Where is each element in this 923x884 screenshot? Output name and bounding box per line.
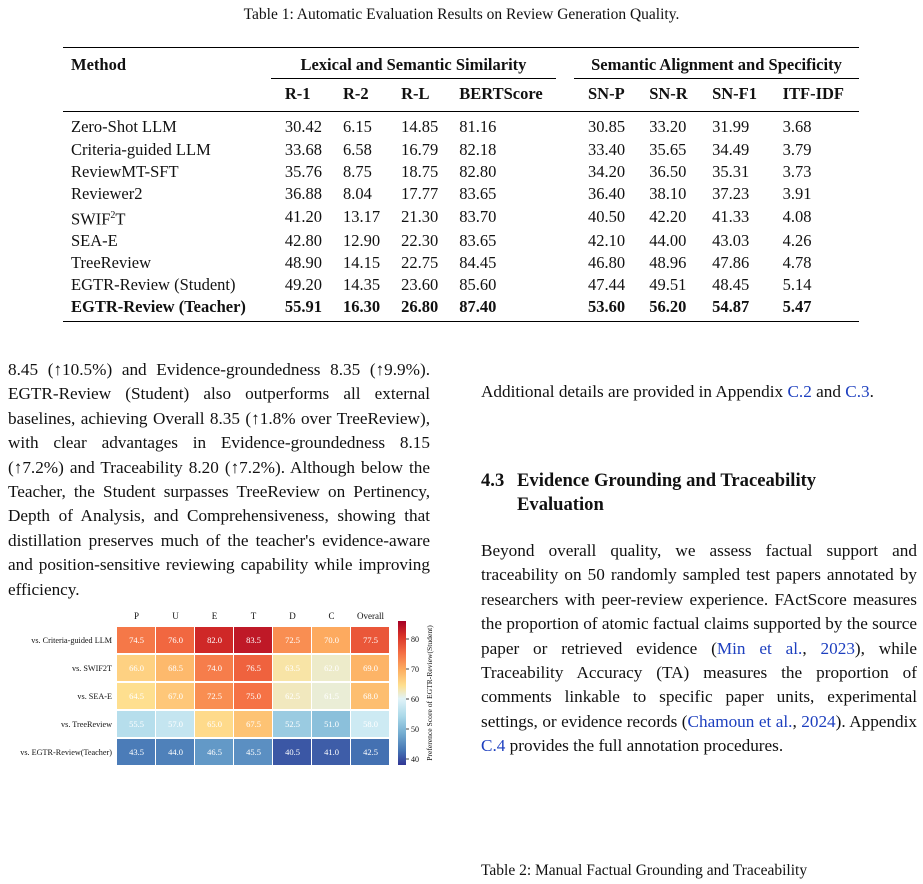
heatmap-cell-value: 74.5	[129, 635, 144, 645]
heatmap-cell-value: 65.0	[207, 719, 222, 729]
heatmap-cell-value: 61.5	[324, 691, 339, 701]
value-cell: 48.90	[284, 253, 323, 272]
value-cell: 42.20	[649, 207, 687, 227]
value-cell: 16.30	[329, 296, 387, 322]
colorbar-tick-label: 70	[411, 665, 419, 674]
col-header: ITF-IDF	[769, 79, 859, 112]
heatmap-cell-value: 68.0	[363, 691, 378, 701]
method-cell: EGTR-Review (Student)	[71, 275, 236, 294]
value-cell: 84.45	[459, 253, 497, 272]
value-cell: 36.50	[649, 161, 687, 181]
value-cell: 83.70	[459, 207, 497, 227]
value-cell: 47.44	[587, 275, 626, 294]
value-cell: 4.26	[782, 231, 812, 250]
value-cell: 33.20	[649, 117, 687, 137]
value-cell: 26.80	[387, 296, 445, 322]
heatmap-cell-value: 43.5	[129, 747, 144, 757]
heatmap-cell-value: 64.5	[129, 691, 144, 701]
heatmap-cell-value: 82.0	[207, 635, 222, 645]
value-cell: 43.03	[712, 231, 750, 250]
table-row	[63, 183, 859, 205]
value-cell: 34.49	[712, 139, 750, 159]
value-cell: 48.45	[712, 275, 750, 294]
heatmap-cell-value: 76.0	[168, 635, 183, 645]
table-row	[63, 296, 859, 322]
heatmap-cell-value: 69.0	[363, 663, 378, 673]
method-cell: SEA-E	[71, 231, 118, 250]
method-cell: EGTR-Review (Teacher)	[63, 296, 271, 322]
col-header: R-1	[271, 79, 329, 112]
value-cell: 36.40	[587, 183, 626, 203]
heatmap-col-label: T	[250, 611, 257, 621]
heatmap-row-label: vs. EGTR-Review(Teacher)	[20, 748, 112, 757]
value-cell: 37.23	[712, 183, 750, 203]
method-header: Method	[63, 48, 271, 112]
table-row	[63, 205, 859, 231]
heatmap-cell-value: 46.5	[207, 747, 222, 757]
heatmap-cell-value: 52.5	[285, 719, 300, 729]
col-header: SN-F1	[698, 79, 769, 112]
col-header: R-2	[329, 79, 387, 112]
heatmap-cell-value: 62.0	[324, 663, 339, 673]
value-cell: 23.60	[401, 275, 439, 294]
value-cell: 5.14	[782, 275, 812, 294]
value-cell: 6.15	[343, 117, 372, 137]
heatmap-cell-value: 72.5	[285, 635, 300, 645]
value-cell: 30.85	[587, 117, 626, 137]
value-cell: 35.76	[284, 161, 323, 181]
value-cell: 47.86	[712, 253, 750, 272]
value-cell: 21.30	[401, 207, 439, 227]
heatmap-col-label: E	[211, 611, 218, 621]
value-cell: 34.20	[587, 161, 626, 181]
value-cell: 3.79	[782, 139, 812, 159]
value-cell: 4.08	[782, 207, 812, 227]
value-cell: 33.68	[284, 139, 323, 159]
heatmap-cell-value: 66.0	[129, 663, 144, 673]
value-cell: 17.77	[401, 183, 439, 203]
heatmap-colorbar	[398, 621, 406, 765]
table2-caption: Table 2: Manual Factual Grounding and Traceability	[481, 862, 808, 879]
value-cell: 40.50	[587, 207, 626, 227]
value-cell: 22.30	[401, 231, 439, 250]
appendix-link-c3[interactable]: C.3	[845, 382, 870, 401]
right-paragraph: Beyond overall quality, we assess factual support and traceability on 50 randomly sampled test papers annotated by researchers with peer-review experience. FActScore measures the proportion of atomic factual claims supported by the source paper or retrieved evidence (Min et al., 2023), while Traceability Accuracy (TA) measures the proportion of comments linkable to specific paper units, experimental settings, or evidence records (Chamoun et al., 2024). Appendix C.4 provides the full annotation procedures.	[481, 541, 917, 756]
value-cell: 56.20	[635, 296, 698, 322]
value-cell: 81.16	[459, 117, 497, 137]
value-cell: 12.90	[343, 231, 381, 250]
heatmap-cell-value: 63.5	[285, 663, 300, 673]
heatmap-cell-value: 55.5	[129, 719, 144, 729]
value-cell: 36.88	[284, 183, 323, 203]
col-header: SN-R	[635, 79, 698, 112]
heatmap-cell-value: 45.5	[246, 747, 261, 757]
method-cell: SWIF$^2$T	[71, 209, 126, 228]
method-cell: Zero-Shot LLM	[71, 117, 177, 137]
value-cell: 30.42	[284, 117, 323, 137]
value-cell: 55.91	[271, 296, 329, 322]
heatmap-row-label: vs. Criteria-guided LLM	[31, 636, 112, 645]
group-header-semantic: Semantic Alignment and Specificity	[574, 48, 859, 79]
heatmap-row-label: vs. SWIF2T	[71, 664, 112, 673]
table-row	[63, 274, 859, 296]
appendix-link-c4[interactable]: C.4	[481, 736, 506, 756]
section-number: 4.3	[481, 470, 505, 491]
col-header: SN-P	[574, 79, 635, 112]
right-top-text: Additional details are provided in Appendix C.2 and C.3.	[481, 382, 874, 401]
heatmap-row-label: vs. SEA-E	[77, 692, 112, 701]
value-cell: 38.10	[649, 183, 687, 203]
value-cell: 4.78	[782, 253, 812, 272]
heatmap-cell-value: 77.5	[363, 635, 378, 645]
heatmap-cell-value: 83.5	[246, 635, 261, 645]
value-cell: 48.96	[649, 253, 687, 272]
method-cell: TreeReview	[71, 253, 152, 272]
value-cell: 53.60	[574, 296, 635, 322]
col-header: R-L	[387, 79, 445, 112]
value-cell: 6.58	[343, 139, 372, 159]
preference-heatmap	[0, 585, 470, 825]
value-cell: 3.91	[782, 183, 812, 203]
heatmap-cell-value: 72.5	[207, 691, 222, 701]
method-cell: Criteria-guided LLM	[71, 139, 211, 159]
value-cell: 41.33	[712, 207, 750, 227]
value-cell: 22.75	[401, 253, 439, 272]
value-cell: 33.40	[587, 139, 626, 159]
heatmap-cell-value: 67.0	[168, 691, 183, 701]
left-column-text	[8, 358, 430, 602]
value-cell: 31.99	[712, 117, 750, 137]
value-cell: 44.00	[649, 231, 687, 250]
heatmap-cell-value: 40.5	[285, 747, 300, 757]
value-cell: 83.65	[459, 183, 497, 203]
citation-min[interactable]: Min et al.	[716, 638, 803, 658]
appendix-link-c2[interactable]: C.2	[787, 382, 812, 401]
value-cell: 49.51	[649, 275, 687, 294]
value-cell: 18.75	[401, 161, 439, 181]
value-cell: 3.68	[782, 117, 812, 137]
colorbar-label: Preference Score of EGTR-Review(Student)	[425, 625, 434, 761]
value-cell: 8.04	[343, 183, 372, 203]
citation-chamoun-year[interactable]: 2024	[801, 711, 836, 731]
value-cell: 83.65	[459, 231, 497, 250]
value-cell: 13.17	[343, 207, 381, 227]
colorbar-tick-label: 60	[411, 695, 419, 704]
table-row	[63, 139, 859, 161]
table-row	[63, 252, 859, 274]
heatmap-cell-value: 67.5	[246, 719, 261, 729]
value-cell: 42.10	[587, 231, 626, 250]
colorbar-tick-label: 40	[411, 755, 419, 764]
value-cell: 54.87	[698, 296, 769, 322]
value-cell: 14.35	[343, 275, 381, 294]
value-cell: 85.60	[459, 275, 497, 294]
value-cell: 14.85	[401, 117, 439, 137]
heatmap-cell-value: 57.0	[168, 719, 183, 729]
value-cell: 5.47	[769, 296, 859, 322]
heatmap-cell-value: 51.0	[324, 719, 339, 729]
heatmap-col-label: D	[289, 611, 296, 621]
value-cell: 14.15	[343, 253, 381, 272]
value-cell: 87.40	[445, 296, 556, 322]
value-cell: 42.80	[284, 231, 323, 250]
value-cell: 35.65	[649, 139, 687, 159]
heatmap-cell-value: 58.0	[363, 719, 378, 729]
heatmap-col-label: C	[328, 611, 335, 621]
heatmap-cell-value: 74.0	[207, 663, 222, 673]
value-cell: 16.79	[401, 139, 439, 159]
heatmap-cell-value: 75.0	[246, 691, 261, 701]
table-row	[63, 112, 859, 139]
col-header: BERTScore	[445, 79, 556, 112]
value-cell: 3.73	[782, 161, 812, 181]
heatmap-cell-value: 41.0	[324, 747, 339, 757]
heatmap-row-label: vs. TreeReview	[61, 720, 112, 729]
left-paragraph: 8.45 (↑10.5%) and Evidence-groundedness 8.35 (↑9.9%). EGTR-Review (Student) also outperforms all external baselines, achieving Overall 8.35 (↑1.8% over TreeReview), with clear advantages in Evidence-groundedness 8.15 (↑7.2%) and Traceability 8.20 (↑7.2%). Although below the Teacher, the Student surpasses TreeReview on Pertinency, Depth of Analysis, and Comprehensiveness, showing that distillation preserves much of the teacher's evidence-aware and position-sensitive reviewing capability while improving efficiency.	[8, 360, 430, 599]
group-header-lexical: Lexical and Semantic Similarity	[271, 48, 556, 79]
value-cell: 41.20	[284, 207, 323, 227]
method-cell: Reviewer2	[71, 183, 143, 203]
heatmap-cell-value: 62.5	[285, 691, 300, 701]
section-heading: 4.3 Evidence Grounding and Traceability Evaluation	[481, 470, 817, 515]
value-cell: 82.18	[459, 139, 497, 159]
heatmap-col-label: P	[133, 611, 140, 621]
results-table	[63, 47, 859, 322]
heatmap-cell-value: 70.0	[324, 635, 339, 645]
value-cell: 82.80	[459, 161, 497, 181]
heatmap-cell-value: 68.5	[168, 663, 183, 673]
citation-min-year[interactable]: 2023	[820, 638, 855, 658]
method-cell: ReviewMT-SFT	[71, 161, 179, 181]
citation-chamoun[interactable]: Chamoun et al.	[687, 711, 793, 731]
heatmap-cell-value: 42.5	[363, 747, 378, 757]
table-row	[63, 230, 859, 252]
colorbar-tick-label: 50	[411, 725, 419, 734]
value-cell: 46.80	[587, 253, 626, 272]
heatmap-cell-value: 44.0	[168, 747, 183, 757]
heatmap-col-label: Overall	[357, 611, 384, 621]
heatmap-col-label: U	[172, 611, 179, 621]
heatmap-cell-value: 76.5	[246, 663, 261, 673]
table-row	[63, 161, 859, 183]
table1-caption: Table 1: Automatic Evaluation Results on Review Generation Quality.	[243, 6, 680, 23]
value-cell: 8.75	[343, 161, 372, 181]
value-cell: 49.20	[284, 275, 323, 294]
colorbar-tick-label: 80	[411, 635, 419, 644]
value-cell: 35.31	[712, 161, 750, 181]
